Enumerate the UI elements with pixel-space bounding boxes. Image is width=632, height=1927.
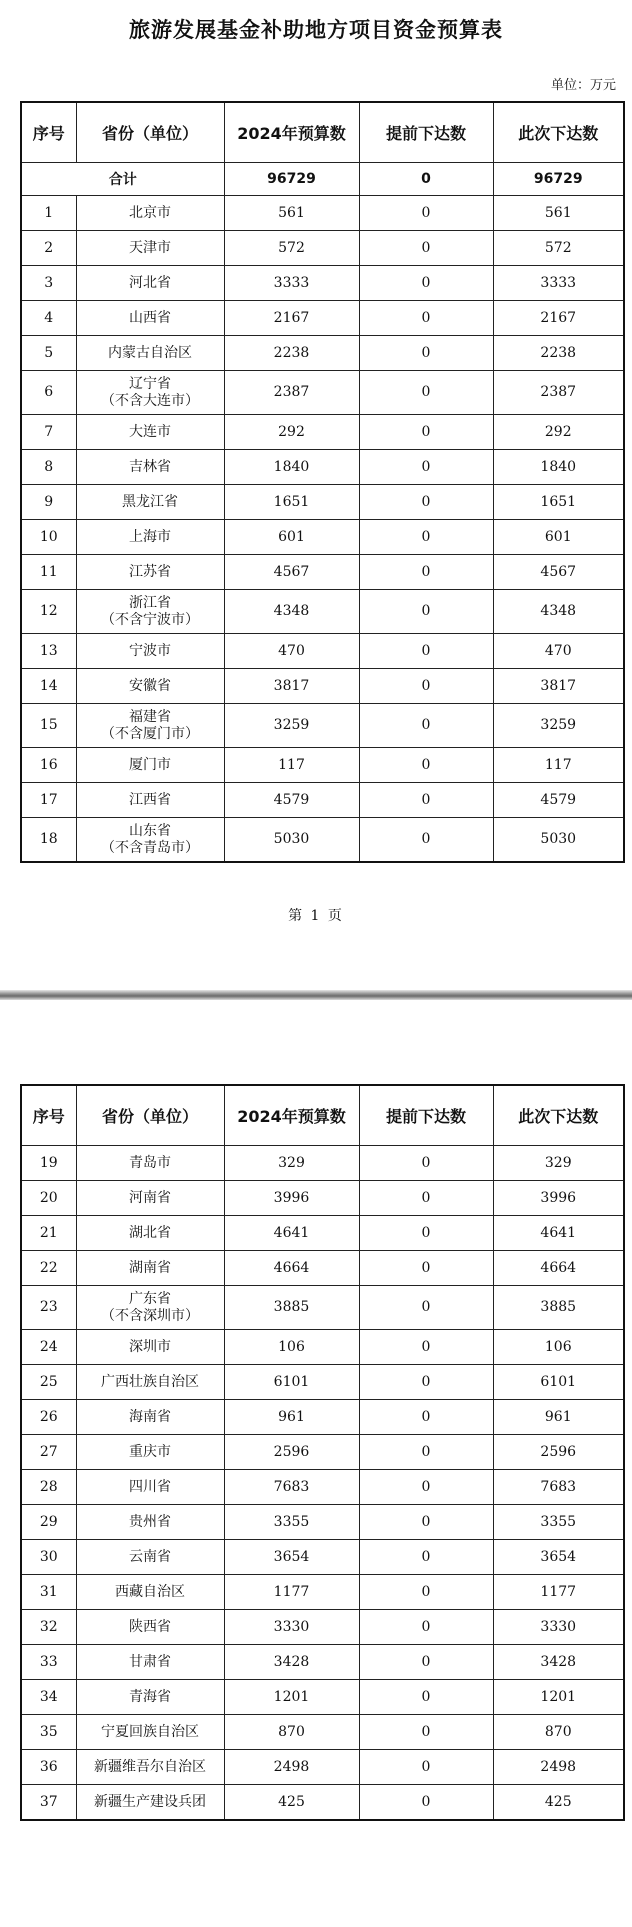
table-header-row: [21, 1085, 624, 1146]
row-province: [76, 1435, 224, 1470]
province-name: 北京市: [129, 204, 171, 221]
row-province: [76, 1181, 224, 1216]
province-name: 深圳市: [129, 1338, 171, 1355]
row-advance: 0: [359, 1146, 493, 1181]
row-current: 4567: [493, 555, 624, 590]
row-province: [76, 231, 224, 266]
province-name: 福建省: [129, 708, 171, 725]
table-row: [21, 1645, 624, 1680]
row-current: 870: [493, 1715, 624, 1750]
row-current: 425: [493, 1785, 624, 1821]
table-row: [21, 450, 624, 485]
row-current: 2167: [493, 301, 624, 336]
province-name: 西藏自治区: [115, 1583, 185, 1600]
row-advance: 0: [359, 1575, 493, 1610]
table-row: [21, 1251, 624, 1286]
row-current: 292: [493, 415, 624, 450]
province-name: 新疆生产建设兵团: [94, 1793, 206, 1810]
row-advance: 0: [359, 336, 493, 371]
row-budget: 870: [224, 1715, 359, 1750]
row-current: 2596: [493, 1435, 624, 1470]
header-advance: 提前下达数: [359, 1085, 493, 1146]
row-no: 5: [21, 336, 76, 371]
province-name: 海南省: [129, 1408, 171, 1425]
row-advance: 0: [359, 1505, 493, 1540]
province-name: 广东省: [129, 1290, 171, 1307]
table-header-row: [21, 102, 624, 163]
row-province: [76, 1575, 224, 1610]
total-current: 96729: [493, 163, 624, 196]
row-current: 561: [493, 196, 624, 231]
row-no: 24: [21, 1330, 76, 1365]
row-budget: 117: [224, 748, 359, 783]
table-row: [21, 1365, 624, 1400]
row-current: 106: [493, 1330, 624, 1365]
row-budget: 4664: [224, 1251, 359, 1286]
province-name: 云南省: [129, 1548, 171, 1565]
province-name: 大连市: [129, 423, 171, 440]
table-row: [21, 669, 624, 704]
row-no: 20: [21, 1181, 76, 1216]
row-advance: 0: [359, 818, 493, 863]
table-row: [21, 1181, 624, 1216]
header-budget: 2024年预算数: [224, 102, 359, 163]
province-name: 陕西省: [129, 1618, 171, 1635]
row-budget: 4579: [224, 783, 359, 818]
row-advance: 0: [359, 1400, 493, 1435]
row-no: 15: [21, 704, 76, 748]
row-budget: 3355: [224, 1505, 359, 1540]
row-province: [76, 634, 224, 669]
row-no: 30: [21, 1540, 76, 1575]
row-no: 22: [21, 1251, 76, 1286]
row-current: 961: [493, 1400, 624, 1435]
province-note: （不含深圳市）: [101, 1307, 199, 1324]
row-budget: 4641: [224, 1216, 359, 1251]
row-no: 4: [21, 301, 76, 336]
row-no: 35: [21, 1715, 76, 1750]
row-current: 2498: [493, 1750, 624, 1785]
table-row: [21, 1610, 624, 1645]
row-budget: 470: [224, 634, 359, 669]
province-name: 河南省: [129, 1189, 171, 1206]
row-current: 329: [493, 1146, 624, 1181]
row-no: 16: [21, 748, 76, 783]
row-no: 26: [21, 1400, 76, 1435]
row-province: [76, 783, 224, 818]
table-row: [21, 301, 624, 336]
document-title: 旅游发展基金补助地方项目资金预算表: [129, 18, 503, 42]
row-budget: 2167: [224, 301, 359, 336]
row-current: 3330: [493, 1610, 624, 1645]
row-province: [76, 336, 224, 371]
row-no: 10: [21, 520, 76, 555]
province-name: 上海市: [129, 528, 171, 545]
row-province: [76, 1680, 224, 1715]
row-no: 36: [21, 1750, 76, 1785]
row-current: 1840: [493, 450, 624, 485]
row-advance: 0: [359, 520, 493, 555]
row-budget: 3996: [224, 1181, 359, 1216]
total-row: [21, 163, 624, 196]
table-row: [21, 485, 624, 520]
province-name: 山西省: [129, 309, 171, 326]
row-advance: 0: [359, 634, 493, 669]
row-current: 3817: [493, 669, 624, 704]
table-row: [21, 748, 624, 783]
row-province: [76, 1216, 224, 1251]
row-advance: 0: [359, 1610, 493, 1645]
province-name: 青海省: [129, 1688, 171, 1705]
row-no: 32: [21, 1610, 76, 1645]
row-no: 29: [21, 1505, 76, 1540]
row-current: 2238: [493, 336, 624, 371]
table-row: [21, 1785, 624, 1821]
row-advance: 0: [359, 1216, 493, 1251]
row-no: 33: [21, 1645, 76, 1680]
row-province: [76, 415, 224, 450]
row-province: [76, 1470, 224, 1505]
document-page-2: [0, 1000, 632, 1927]
row-province: [76, 555, 224, 590]
province-note: （不含大连市）: [101, 392, 199, 409]
row-province: [76, 818, 224, 863]
row-advance: 0: [359, 1365, 493, 1400]
row-budget: 601: [224, 520, 359, 555]
row-no: 6: [21, 371, 76, 415]
row-province: [76, 1505, 224, 1540]
table-row: [21, 1435, 624, 1470]
row-budget: 3259: [224, 704, 359, 748]
row-no: 21: [21, 1216, 76, 1251]
row-advance: 0: [359, 1785, 493, 1821]
row-budget: 2238: [224, 336, 359, 371]
row-advance: 0: [359, 1750, 493, 1785]
province-name: 青岛市: [129, 1154, 171, 1171]
row-province: [76, 1540, 224, 1575]
header-province: 省份（单位）: [76, 102, 224, 163]
province-name: 山东省: [129, 822, 171, 839]
row-budget: 3654: [224, 1540, 359, 1575]
table-row: [21, 1470, 624, 1505]
header-province: 省份（单位）: [76, 1085, 224, 1146]
row-province: [76, 1400, 224, 1435]
table-row: [21, 1505, 624, 1540]
table-row: [21, 336, 624, 371]
row-advance: 0: [359, 1330, 493, 1365]
row-current: 1201: [493, 1680, 624, 1715]
row-province: [76, 520, 224, 555]
row-no: 12: [21, 590, 76, 634]
header-no: 序号: [21, 102, 76, 163]
row-advance: 0: [359, 1470, 493, 1505]
row-budget: 7683: [224, 1470, 359, 1505]
row-advance: 0: [359, 1645, 493, 1680]
province-name: 江苏省: [129, 563, 171, 580]
row-current: 3333: [493, 266, 624, 301]
row-advance: 0: [359, 1286, 493, 1330]
header-current: 此次下达数: [493, 1085, 624, 1146]
row-budget: 2387: [224, 371, 359, 415]
row-current: 3355: [493, 1505, 624, 1540]
row-budget: 3333: [224, 266, 359, 301]
table-row: [21, 520, 624, 555]
province-name: 辽宁省: [129, 375, 171, 392]
row-budget: 3428: [224, 1645, 359, 1680]
table-row: [21, 1575, 624, 1610]
row-budget: 572: [224, 231, 359, 266]
row-province: [76, 1365, 224, 1400]
province-name: 河北省: [129, 274, 171, 291]
row-no: 7: [21, 415, 76, 450]
row-no: 2: [21, 231, 76, 266]
row-advance: 0: [359, 704, 493, 748]
row-current: 3428: [493, 1645, 624, 1680]
row-advance: 0: [359, 590, 493, 634]
row-province: [76, 1750, 224, 1785]
row-budget: 961: [224, 1400, 359, 1435]
row-province: [76, 1251, 224, 1286]
row-advance: 0: [359, 231, 493, 266]
province-name: 四川省: [129, 1478, 171, 1495]
row-province: [76, 371, 224, 415]
row-province: [76, 669, 224, 704]
province-name: 湖南省: [129, 1259, 171, 1276]
row-budget: 3330: [224, 1610, 359, 1645]
row-advance: 0: [359, 301, 493, 336]
row-budget: 3817: [224, 669, 359, 704]
row-current: 3885: [493, 1286, 624, 1330]
province-name: 江西省: [129, 791, 171, 808]
row-no: 37: [21, 1785, 76, 1821]
row-no: 3: [21, 266, 76, 301]
row-current: 601: [493, 520, 624, 555]
row-no: 1: [21, 196, 76, 231]
row-no: 34: [21, 1680, 76, 1715]
row-budget: 1840: [224, 450, 359, 485]
table-row: [21, 555, 624, 590]
header-no: 序号: [21, 1085, 76, 1146]
row-province: [76, 1785, 224, 1821]
row-province: [76, 590, 224, 634]
row-budget: 292: [224, 415, 359, 450]
row-province: [76, 748, 224, 783]
table-row: [21, 371, 624, 415]
row-no: 18: [21, 818, 76, 863]
row-advance: 0: [359, 415, 493, 450]
province-name: 贵州省: [129, 1513, 171, 1530]
province-note: （不含宁波市）: [101, 611, 199, 628]
row-budget: 1201: [224, 1680, 359, 1715]
row-budget: 1177: [224, 1575, 359, 1610]
row-current: 117: [493, 748, 624, 783]
province-note: （不含厦门市）: [101, 725, 199, 742]
table-row: [21, 266, 624, 301]
row-advance: 0: [359, 1715, 493, 1750]
province-name: 黑龙江省: [122, 493, 178, 510]
row-advance: 0: [359, 748, 493, 783]
row-current: 3654: [493, 1540, 624, 1575]
row-province: [76, 1645, 224, 1680]
row-budget: 4567: [224, 555, 359, 590]
budget-table-page-2: [20, 1084, 625, 1821]
header-current: 此次下达数: [493, 102, 624, 163]
row-current: 5030: [493, 818, 624, 863]
row-province: [76, 1715, 224, 1750]
row-current: 4641: [493, 1216, 624, 1251]
page-number: 第 1 页: [288, 908, 344, 924]
row-province: [76, 1286, 224, 1330]
header-advance: 提前下达数: [359, 102, 493, 163]
row-advance: 0: [359, 196, 493, 231]
province-name: 安徽省: [129, 677, 171, 694]
row-no: 13: [21, 634, 76, 669]
row-province: [76, 485, 224, 520]
row-advance: 0: [359, 1680, 493, 1715]
table-row: [21, 1680, 624, 1715]
table-row: [21, 1400, 624, 1435]
province-note: （不含青岛市）: [101, 839, 199, 856]
row-no: 25: [21, 1365, 76, 1400]
province-name: 宁夏回族自治区: [101, 1723, 199, 1740]
province-name: 甘肃省: [129, 1653, 171, 1670]
row-province: [76, 450, 224, 485]
total-label: 合计: [21, 163, 224, 196]
total-budget: 96729: [224, 163, 359, 196]
table-row: [21, 590, 624, 634]
row-advance: 0: [359, 485, 493, 520]
row-advance: 0: [359, 266, 493, 301]
table-row: [21, 1330, 624, 1365]
row-province: [76, 704, 224, 748]
table-row: [21, 634, 624, 669]
row-no: 8: [21, 450, 76, 485]
row-no: 14: [21, 669, 76, 704]
row-current: 572: [493, 231, 624, 266]
row-current: 2387: [493, 371, 624, 415]
row-province: [76, 1146, 224, 1181]
table-row: [21, 818, 624, 863]
row-no: 9: [21, 485, 76, 520]
row-no: 23: [21, 1286, 76, 1330]
row-no: 19: [21, 1146, 76, 1181]
row-province: [76, 266, 224, 301]
total-advance: 0: [359, 163, 493, 196]
row-no: 17: [21, 783, 76, 818]
row-current: 6101: [493, 1365, 624, 1400]
row-budget: 5030: [224, 818, 359, 863]
table-row: [21, 1715, 624, 1750]
table-row: [21, 1216, 624, 1251]
province-name: 广西壮族自治区: [101, 1373, 199, 1390]
row-budget: 6101: [224, 1365, 359, 1400]
province-name: 新疆维吾尔自治区: [94, 1758, 206, 1775]
row-no: 11: [21, 555, 76, 590]
table-row: [21, 704, 624, 748]
row-current: 3996: [493, 1181, 624, 1216]
row-advance: 0: [359, 450, 493, 485]
row-current: 3259: [493, 704, 624, 748]
province-name: 湖北省: [129, 1224, 171, 1241]
province-name: 浙江省: [129, 594, 171, 611]
unit-label: 单位：万元: [550, 78, 616, 93]
row-current: 1651: [493, 485, 624, 520]
row-budget: 4348: [224, 590, 359, 634]
table-row: [21, 415, 624, 450]
province-name: 宁波市: [129, 642, 171, 659]
row-budget: 561: [224, 196, 359, 231]
row-budget: 329: [224, 1146, 359, 1181]
row-no: 27: [21, 1435, 76, 1470]
row-current: 4664: [493, 1251, 624, 1286]
table-row: [21, 1146, 624, 1181]
row-advance: 0: [359, 371, 493, 415]
header-budget: 2024年预算数: [224, 1085, 359, 1146]
row-province: [76, 1330, 224, 1365]
row-current: 470: [493, 634, 624, 669]
province-name: 吉林省: [129, 458, 171, 475]
budget-table-page-1: [20, 101, 625, 863]
row-current: 7683: [493, 1470, 624, 1505]
row-budget: 2596: [224, 1435, 359, 1470]
row-no: 28: [21, 1470, 76, 1505]
table-row: [21, 783, 624, 818]
table-row: [21, 1540, 624, 1575]
row-advance: 0: [359, 1181, 493, 1216]
row-current: 1177: [493, 1575, 624, 1610]
row-province: [76, 1610, 224, 1645]
table-row: [21, 196, 624, 231]
row-budget: 106: [224, 1330, 359, 1365]
province-name: 内蒙古自治区: [108, 344, 192, 361]
row-advance: 0: [359, 1251, 493, 1286]
row-current: 4348: [493, 590, 624, 634]
table-row: [21, 1286, 624, 1330]
row-current: 4579: [493, 783, 624, 818]
row-advance: 0: [359, 1435, 493, 1470]
province-name: 厦门市: [129, 756, 171, 773]
row-budget: 425: [224, 1785, 359, 1821]
table-row: [21, 231, 624, 266]
table-row: [21, 1750, 624, 1785]
row-budget: 3885: [224, 1286, 359, 1330]
row-advance: 0: [359, 669, 493, 704]
row-budget: 1651: [224, 485, 359, 520]
row-budget: 2498: [224, 1750, 359, 1785]
row-advance: 0: [359, 783, 493, 818]
row-province: [76, 301, 224, 336]
row-province: [76, 196, 224, 231]
page-separator: [0, 990, 632, 1000]
row-advance: 0: [359, 555, 493, 590]
province-name: 重庆市: [129, 1443, 171, 1460]
province-name: 天津市: [129, 239, 171, 256]
row-advance: 0: [359, 1540, 493, 1575]
row-no: 31: [21, 1575, 76, 1610]
